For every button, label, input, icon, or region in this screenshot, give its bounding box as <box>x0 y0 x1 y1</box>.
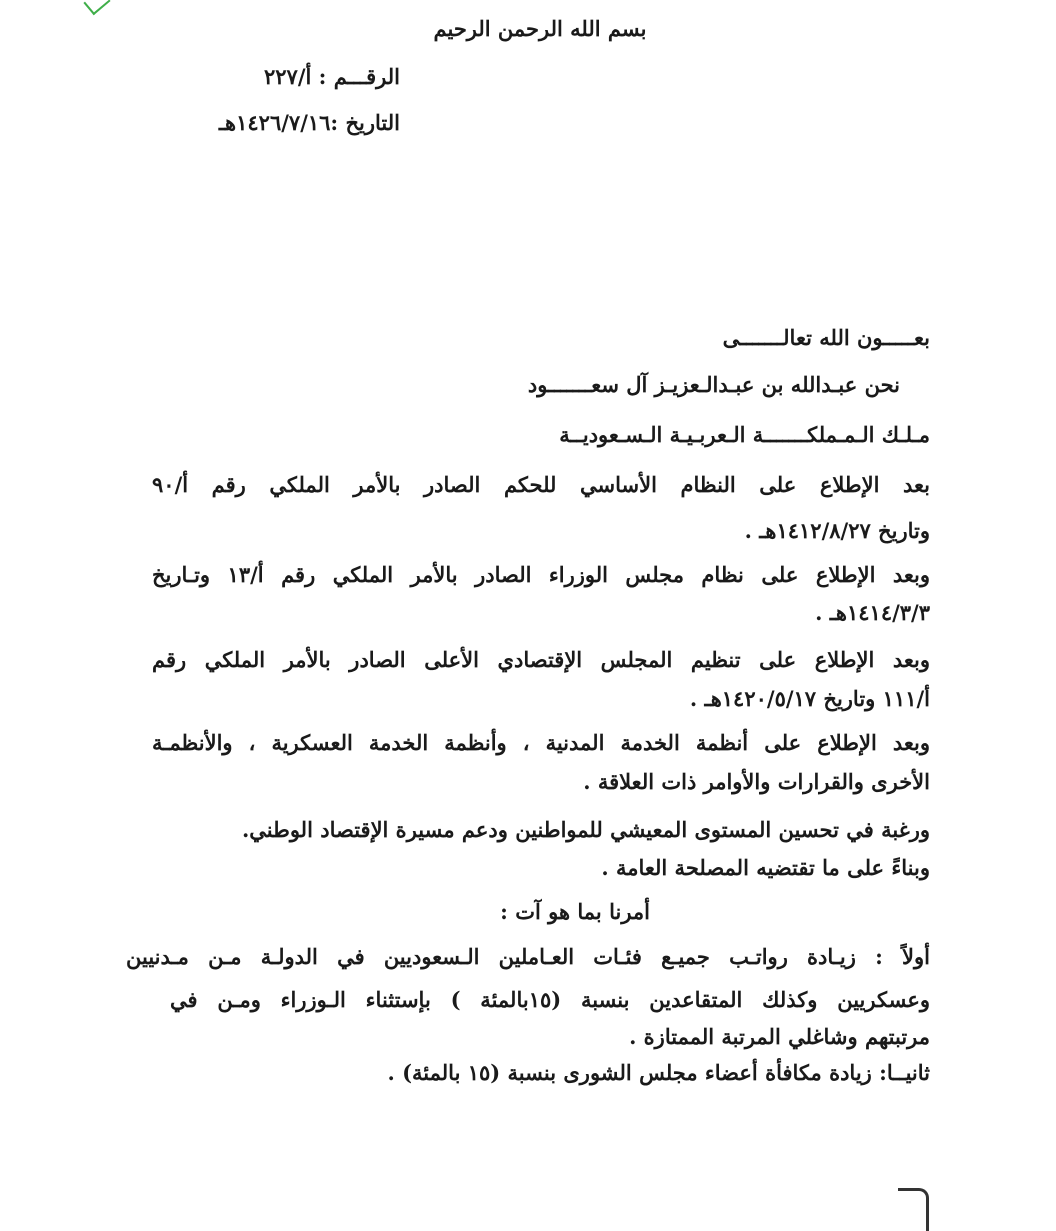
basmala: بسم الله الرحمن الرحيم <box>433 16 647 41</box>
opening-phrase: بعـــــون الله تعالـــــــى <box>722 325 930 350</box>
command-heading: أمرنا بما هو آت : <box>500 899 650 924</box>
preamble-paragraph-2-line-1: وبعد الإطلاع على نظام مجلس الوزراء الصادر بالأمر الملكي رقم أ/١٣ وتـاريخ <box>152 562 931 587</box>
preamble-paragraph-2-line-2: ١٤١٤/٣/٣هـ . <box>815 600 930 625</box>
preamble-paragraph-4-line-1: وبعد الإطلاع على أنظمة الخدمة المدنية ، وأنظمة الخدمة العسكرية ، والأنظمـة <box>152 730 930 755</box>
desire-clause: ورغبة في تحسين المستوى المعيشي للمواطنين ودعم مسيرة الإقتصاد الوطني. <box>241 817 930 842</box>
preamble-paragraph-1-line-1: بعد الإطلاع على النظام الأساسي للحكم الصادر بالأمر الملكي رقم أ/٩٠ <box>152 472 930 497</box>
green-check-mark-icon <box>83 0 110 15</box>
preamble-paragraph-3-line-1: وبعد الإطلاع على تنظيم المجلس الإقتصادي الأعلى الصادر بالأمر الملكي رقم <box>152 647 930 672</box>
page-corner-bracket-icon <box>898 1188 929 1231</box>
preamble-paragraph-4-line-2: الأخرى والقرارات والأوامر ذات العلاقة . <box>583 769 930 794</box>
sender-name: نحن عبـدالله بن عبـدالـعزيـز آل سعـــــــود <box>527 372 900 397</box>
order-first-line-1: أولاً : زيـادة رواتـب جميـع فئـات العـاملين الـسعوديين في الدولـة مـن مـدنيين <box>126 944 930 969</box>
basis-clause: وبناءً على ما تقتضيه المصلحة العامة . <box>601 855 930 880</box>
preamble-paragraph-3-line-2: أ/١١١ وتاريخ ١٤٢٠/٥/١٧هـ . <box>689 686 930 711</box>
document-date: التاريخ :١٤٢٦/٧/١٦هـ <box>218 110 400 135</box>
order-first-line-3: مرتبتهم وشاغلي المرتبة الممتازة . <box>629 1024 930 1049</box>
order-second-line-1: ثانيــا: زيادة مكافأة أعضاء مجلس الشورى بنسبة (١٥ بالمئة) . <box>387 1060 930 1085</box>
order-first-line-2: وعسكريين وكذلك المتقاعدين بنسبة (١٥بالمئة ) بإستثناء الـوزراء ومـن في <box>170 987 930 1012</box>
preamble-paragraph-1-line-2: وتاريخ ١٤١٢/٨/٢٧هـ . <box>744 518 930 543</box>
sender-title: مـلـك الـمـملكـــــــة الـعربـيـة الـسـعوديــة <box>559 422 930 447</box>
reference-number: الرقـــم : أ/٢٢٧ <box>263 64 400 89</box>
